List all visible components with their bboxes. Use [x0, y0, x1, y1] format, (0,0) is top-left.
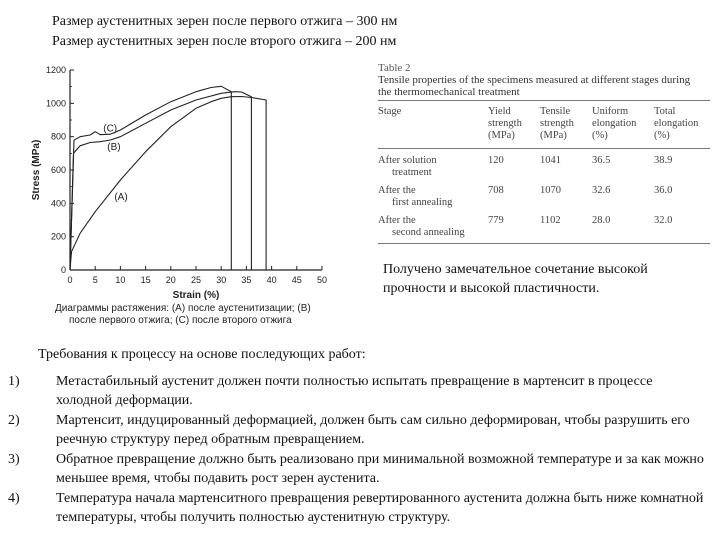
- y-tick-label: 600: [50, 165, 66, 175]
- x-tick-label: 30: [216, 275, 227, 285]
- item-number: 4): [8, 491, 20, 506]
- item-number: 1): [8, 374, 20, 389]
- x-tick-label: 0: [67, 275, 73, 285]
- chart-caption: [55, 303, 375, 327]
- x-tick-label: 5: [92, 275, 98, 285]
- table-row: [378, 209, 710, 244]
- caption-line-1: Диаграммы растяжения: (A) после аустенитизации; (B): [55, 303, 311, 314]
- list-item: [8, 411, 708, 449]
- x-tick-label: 20: [165, 275, 176, 285]
- cell-total: 38.9: [654, 155, 673, 166]
- cell-yield: 779: [488, 209, 540, 244]
- table-title-line-1: Tensile properties of the specimens measured at different stages during: [378, 74, 691, 86]
- table-row: [378, 149, 710, 180]
- cell-tensile: 1070: [540, 185, 561, 196]
- header-line-1: Размер аустенитных зерен после первого отжига – 300 нм: [52, 14, 398, 29]
- cell-stage: After the first annealing: [378, 185, 453, 208]
- cell-uniform: 32.6: [592, 185, 611, 196]
- series-line-a: [70, 97, 266, 271]
- item-text: Температура начала мартенситного превращения ревертированного аустенита должна быть ниже комнатной температуры, чтобы получить полностью аустенитную структуру.: [56, 491, 704, 525]
- tensile-table: [378, 101, 710, 244]
- x-tick-label: 25: [190, 275, 202, 285]
- cell-stage: After the second annealing: [378, 209, 488, 244]
- series-annotation: (B): [107, 142, 121, 153]
- y-tick-label: 400: [50, 198, 66, 209]
- table-title-line-2: the thermomechanical treatment: [378, 86, 520, 98]
- header-yield: Yield strength (MPa): [488, 101, 540, 149]
- x-axis-label: Strain (%): [172, 290, 220, 300]
- series-line-c: [70, 86, 231, 270]
- x-tick-label: 45: [291, 275, 302, 285]
- cell-uniform: 36.5: [592, 155, 611, 166]
- cell-tensile: 1102: [540, 209, 592, 244]
- list-item: [8, 450, 708, 488]
- y-axis-label: Stress (MPa): [31, 139, 42, 201]
- header-stage: Stage: [378, 101, 488, 149]
- y-tick-label: 1200: [45, 65, 66, 75]
- result-note: Получено замечательное сочетание высокой прочности и высокой пластичности.: [383, 262, 648, 296]
- header-block: [52, 12, 397, 52]
- y-tick-label: 200: [50, 231, 66, 242]
- list-item: [8, 489, 708, 527]
- header-total: Total elongation (%): [654, 101, 710, 149]
- y-tick-label: 800: [50, 131, 66, 142]
- header-line-2: Размер аустенитных зерен после второго отжига – 200 нм: [52, 34, 397, 49]
- list-item: [8, 372, 708, 410]
- item-text: Обратное превращение должно быть реализовано при минимальной возможной температуре и за как можно меньшее время, чтобы подавить рост зерен аустенита.: [56, 452, 704, 486]
- x-tick-label: 15: [140, 275, 151, 285]
- cell-yield: 120: [488, 155, 504, 166]
- header-uniform: Uniform elongation (%): [592, 101, 654, 149]
- x-tick-label: 50: [316, 275, 328, 285]
- cell-uniform: 28.0: [592, 209, 654, 244]
- table-header-row: [378, 101, 710, 149]
- requirements-heading: Требования к процессу на основе последующих работ:: [38, 347, 366, 362]
- cell-stage: After solution treatment: [378, 155, 437, 178]
- table-row: [378, 179, 710, 209]
- x-tick-label: 40: [266, 275, 277, 285]
- y-tick-label: 1000: [45, 98, 66, 109]
- x-tick-label: 35: [241, 275, 252, 285]
- item-text: Мартенсит, индуцированный деформацией, должен быть сам сильно деформирован, чтобы разрушить его реечную структуру перед обратным превращением.: [56, 413, 690, 447]
- cell-total: 36.0: [654, 185, 673, 196]
- caption-line-2: после первого отжига; (C) после второго отжига: [69, 315, 292, 326]
- series-line-b: [70, 92, 251, 270]
- stress-strain-chart: [28, 62, 338, 300]
- series-annotation: (C): [103, 123, 118, 135]
- cell-total: 32.0: [654, 209, 710, 244]
- item-number: 2): [8, 413, 20, 428]
- y-tick-label: 0: [60, 265, 66, 275]
- cell-tensile: 1041: [540, 155, 561, 166]
- requirements-list: [8, 372, 708, 528]
- cell-yield: 708: [488, 185, 504, 196]
- tensile-table-block: [378, 62, 710, 244]
- series-annotation: (A): [114, 192, 128, 203]
- item-text: Метастабильный аустенит должен почти полностью испытать превращение в мартенсит в процессе холодной деформации.: [56, 374, 653, 408]
- item-number: 3): [8, 452, 20, 467]
- x-tick-label: 10: [115, 275, 126, 285]
- table-tag: Table 2: [378, 62, 411, 74]
- header-tensile: Tensile strength (MPa): [540, 101, 592, 149]
